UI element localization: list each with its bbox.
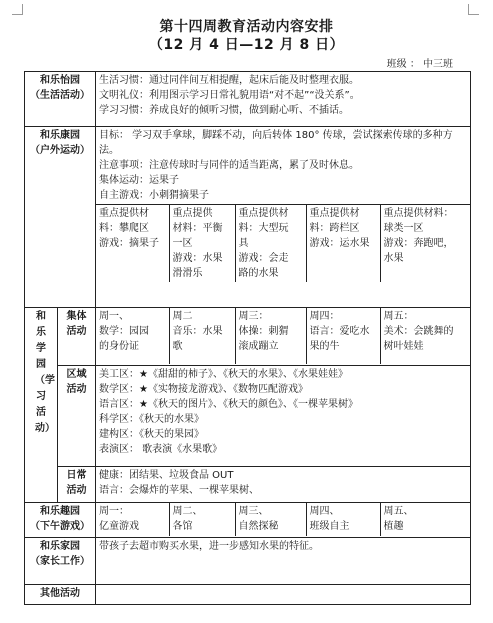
- focus-cell-5: 重点提供材料： 球类一区 游戏：奔跑吧， 水果: [383, 208, 454, 264]
- outdoor-goal: 目标： 学习双手拿球，脚踩不动，向后转体 180° 传球，尝试探索传球的多种方法。: [99, 130, 453, 156]
- area-line: 表演区： 歌表演《水果歌》: [99, 444, 223, 455]
- schedule-table: [24, 71, 471, 605]
- fun-week: [96, 503, 470, 536]
- study-group-content: [96, 308, 471, 366]
- study-group-week: [96, 308, 470, 364]
- outdoor-notes: 注意事项：注意传球时与同伴的适当距离，累了及时休息。: [99, 160, 359, 171]
- group-day-wed: 周三： 体操：刺猬 滚成蹦立: [235, 308, 306, 364]
- study-daily-content: [96, 467, 471, 503]
- life-line: 学习习惯：养成良好的倾听习惯，做到耐心听、不插话。: [99, 105, 349, 116]
- row-fun: [25, 503, 471, 538]
- row-life: [25, 72, 471, 127]
- other-content: [96, 585, 471, 605]
- outdoor-group: 集体运动：运果子: [99, 175, 179, 186]
- area-line: 数学区：★《实物接龙游戏》、《数物匹配游戏》: [99, 384, 308, 395]
- focus-cell-4: 重点提供材 料：跨栏区 游戏：运水果: [306, 205, 380, 282]
- group-day-tue: 周二 音乐：水果 歌: [169, 308, 235, 364]
- outdoor-focus-table: [96, 205, 470, 282]
- area-line: 语言区：★《秋天的图片》、《秋天的颜色》、《一棵苹果树》: [99, 399, 358, 410]
- group-day-mon: 周一、 数学：园园 的身份证: [96, 308, 169, 364]
- fun-day-mon: 周一： 亿童游戏: [96, 503, 169, 536]
- row-study-group: [25, 308, 471, 366]
- daily-line: 语言：会爆炸的苹果、一棵苹果树、: [99, 485, 259, 496]
- fun-label: 和乐趣园 （下午游戏）: [25, 503, 96, 538]
- document-title: 第十四周教育活动内容安排: [159, 19, 334, 35]
- group-day-fri: 周五： 美术：会跳舞的 树叶娃娃: [383, 311, 454, 352]
- life-line: 生活习惯：通过同伴间互相提醒，起床后能及时整理衣服。: [99, 75, 359, 86]
- focus-cell-2: 重点提供 材料：平衡 一区 游戏：水果 滑滑乐: [169, 205, 235, 282]
- study-daily-label: 日常 活动: [58, 467, 96, 503]
- group-day-thu: 周四： 语言：爱吃水 果的牛: [306, 308, 380, 364]
- study-label: 和乐学园（学习活动）: [25, 308, 58, 503]
- row-home: [25, 538, 471, 585]
- row-other: [25, 585, 471, 605]
- area-line: 建构区：《秋天的果园》: [99, 429, 204, 440]
- row-study-daily: [25, 467, 471, 503]
- fun-day-thu: 周四、 班级自主: [306, 503, 380, 536]
- life-line: 文明礼仪：利用图示学习日常礼貌用语“对不起”“没关系”。: [99, 90, 360, 101]
- life-label: 和乐怡园 （生活活动）: [25, 72, 96, 127]
- fun-day-tue: 周二、 各馆: [169, 503, 235, 536]
- daily-line: 健康：团结果、垃圾食品 OUT: [99, 470, 234, 481]
- row-outdoor: [25, 127, 471, 308]
- area-line: 美工区：★《甜甜的柿子》、《秋天的水果》、《水果娃娃》: [99, 369, 348, 380]
- crop-mark-top-right: [468, 4, 479, 15]
- study-area-label: 区域 活动: [58, 366, 96, 467]
- home-label: 和乐家园 （家长工作）: [25, 538, 96, 585]
- class-label: 班级 ： 中三班: [386, 59, 453, 70]
- other-label: 其他活动: [25, 585, 96, 605]
- fun-day-fri: 周五、 植趣: [383, 506, 414, 532]
- crop-mark-top-left: [12, 4, 23, 15]
- outdoor-content: [96, 127, 471, 308]
- area-line: 科学区：《秋天的水果》: [99, 414, 204, 425]
- outdoor-free: 自主游戏：小刺猬摘果子: [99, 190, 209, 201]
- study-area-content: [96, 366, 471, 467]
- focus-cell-3: 重点提供材 料：大型玩 具 游戏：会走 路的水果: [235, 205, 306, 282]
- date-range: （12 月 4 日—12 月 8 日）: [148, 37, 345, 53]
- row-study-area: [25, 366, 471, 467]
- fun-day-wed: 周三、 自然探秘: [235, 503, 306, 536]
- focus-cell-1: 重点提供材 料：攀爬区 游戏：摘果子: [96, 205, 169, 282]
- fun-content: [96, 503, 471, 538]
- life-content: [96, 72, 471, 127]
- study-group-label: 集体 活动: [58, 308, 96, 366]
- home-content: 带孩子去超市购买水果，进一步感知水果的特征。: [96, 538, 471, 585]
- outdoor-label: 和乐康园 （户外运动）: [25, 127, 96, 308]
